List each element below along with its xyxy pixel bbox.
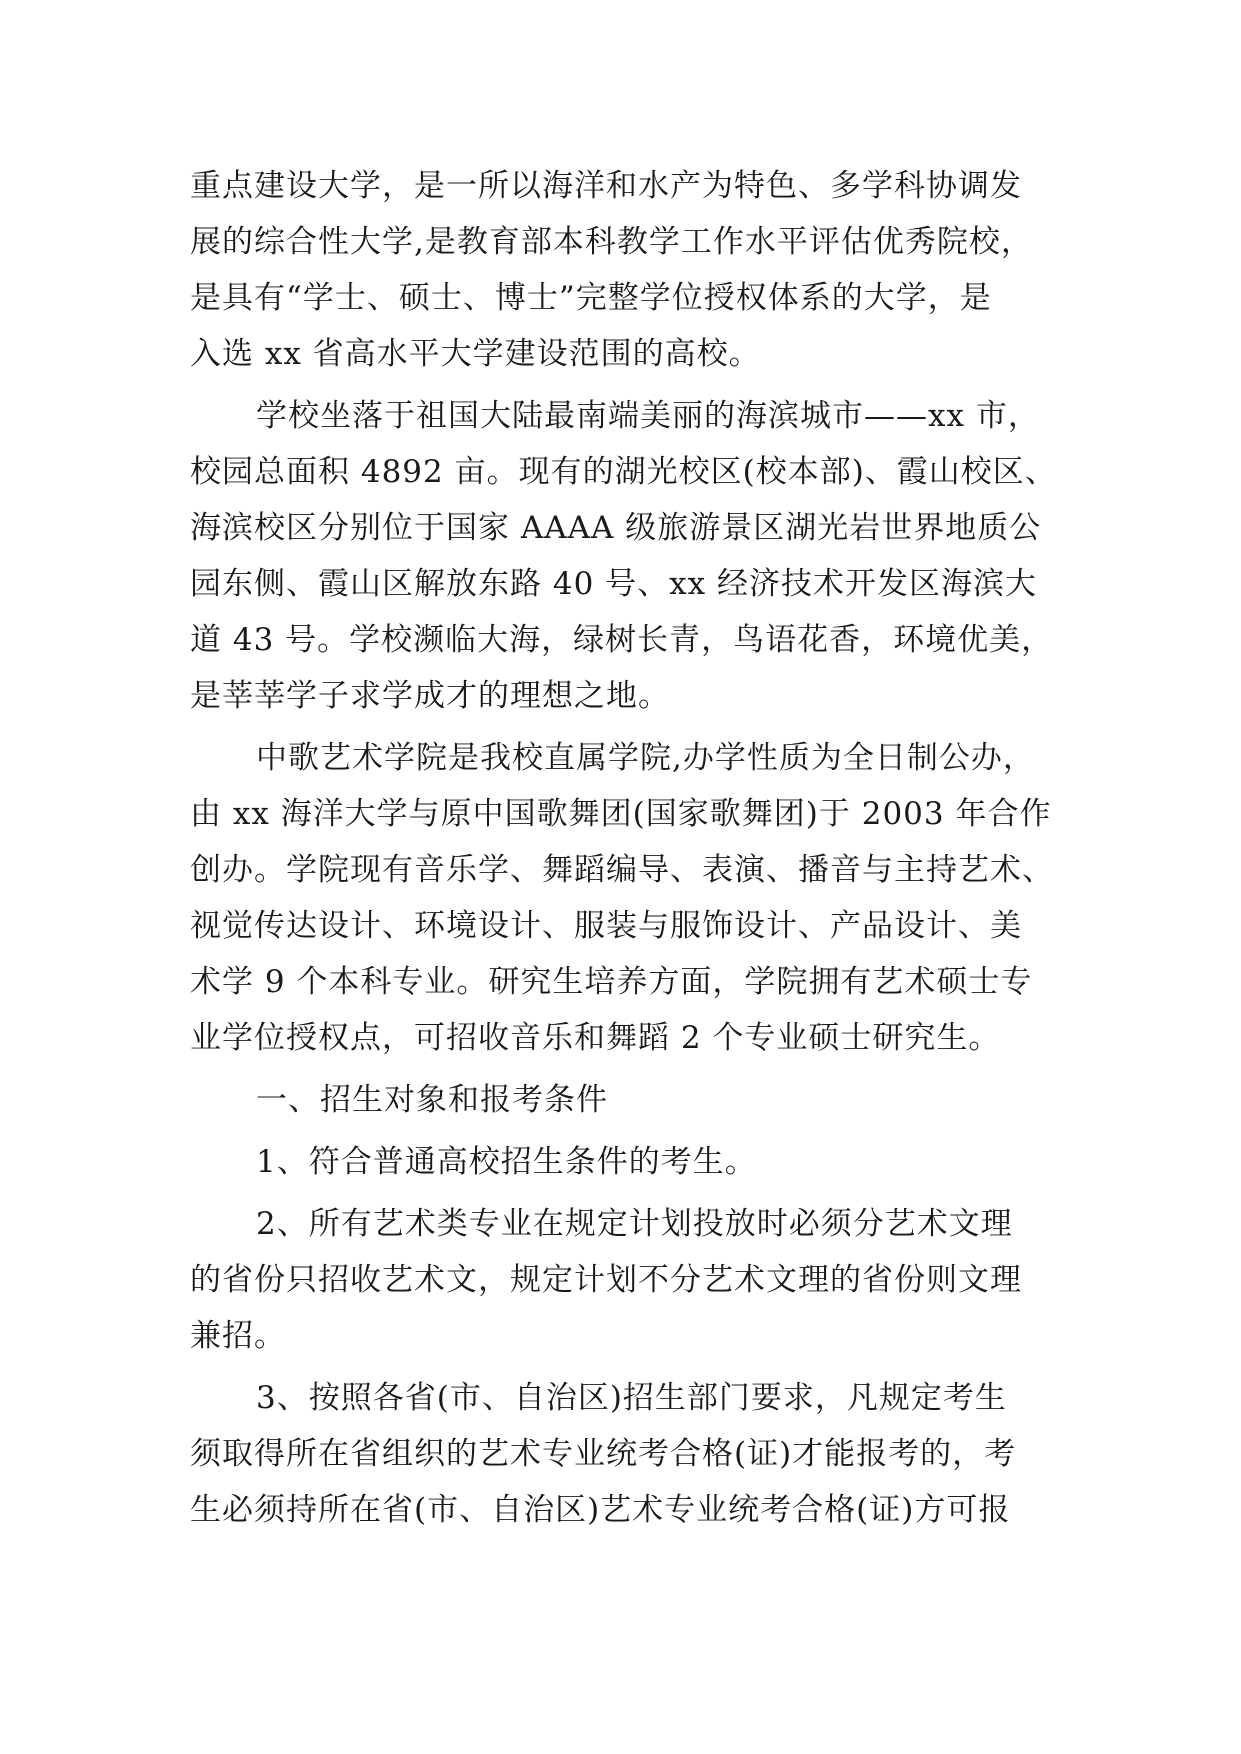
text-line: 是具有“学士、硕士、博士”完整学位授权体系的大学，是	[190, 280, 992, 316]
text-line: 术学 9 个本科专业。研究生培养方面，学院拥有艺术硕士专	[190, 964, 1033, 1000]
text-line: 由 xx 海洋大学与原中国歌舞团(国家歌舞团)于 2003 年合作	[190, 796, 1052, 832]
text-line: 展的综合性大学,是教育部本科教学工作水平评估优秀院校，	[190, 224, 1033, 260]
text-line: 须取得所在省组织的艺术专业统考合格(证)才能报考的，考	[190, 1436, 1017, 1472]
text-line: 视觉传达设计、环境设计、服装与服饰设计、产品设计、美	[190, 908, 1022, 944]
list-item: 3、按照各省(市、自治区)招生部门要求，凡规定考生	[256, 1380, 1007, 1416]
text-line: 入选 xx 省高水平大学建设范围的高校。	[190, 336, 761, 372]
section-heading: 一、招生对象和报考条件	[256, 1082, 608, 1118]
text-line: 的省份只招收艺术文，规定计划不分艺术文理的省份则文理	[190, 1262, 1022, 1298]
text-line: 校园总面积 4892 亩。现有的湖光校区(校本部)、霞山校区、	[190, 454, 1057, 490]
text-line: 兼招。	[190, 1318, 286, 1354]
text-line: 园东侧、霞山区解放东路 40 号、xx 经济技术开发区海滨大	[190, 566, 1037, 602]
text-line: 是莘莘学子求学成才的理想之地。	[190, 678, 670, 714]
text-line: 道 43 号。学校濒临大海，绿树长青，鸟语花香，环境优美，	[190, 622, 1054, 658]
text-line: 生必须持所在省(市、自治区)艺术专业统考合格(证)方可报	[190, 1492, 1011, 1528]
text-line: 重点建设大学，是一所以海洋和水产为特色、多学科协调发	[190, 168, 1022, 204]
text-line: 学校坐落于祖国大陆最南端美丽的海滨城市——xx 市，	[256, 398, 1040, 434]
text-line: 创办。学院现有音乐学、舞蹈编导、表演、播音与主持艺术、	[190, 852, 1054, 888]
text-line: 海滨校区分别位于国家 AAAA 级旅游景区湖光岩世界地质公	[190, 510, 1042, 546]
list-item: 1、符合普通高校招生条件的考生。	[256, 1144, 757, 1180]
list-item: 2、所有艺术类专业在规定计划投放时必须分艺术文理	[256, 1206, 1013, 1242]
text-line: 中歌艺术学院是我校直属学院,办学性质为全日制公办，	[256, 740, 1035, 776]
text-line: 业学位授权点，可招收音乐和舞蹈 2 个专业硕士研究生。	[190, 1020, 1001, 1056]
